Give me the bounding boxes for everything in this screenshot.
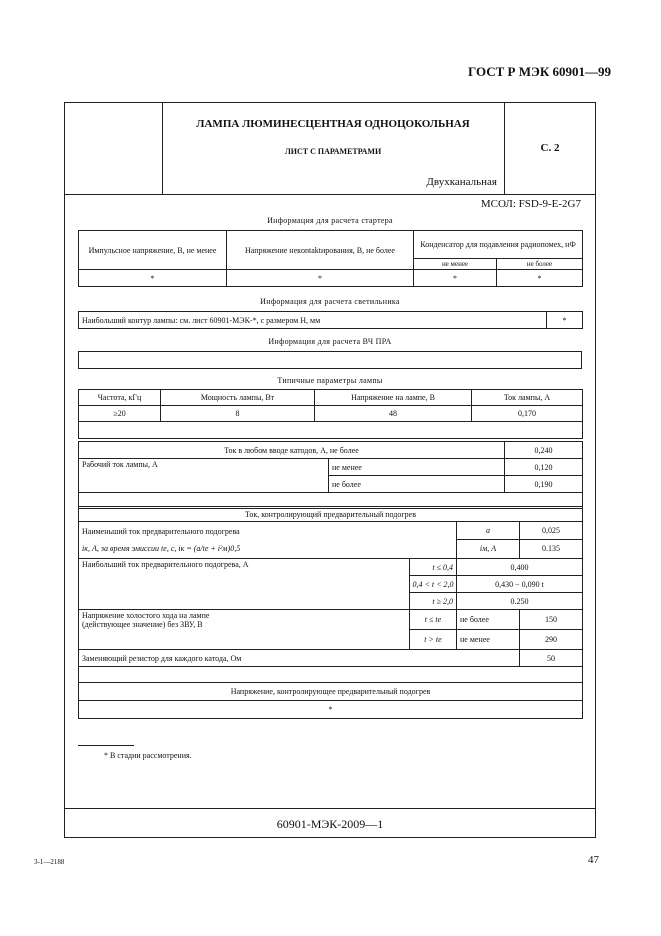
ocv-cond: t ≤ tе <box>410 610 457 630</box>
cathode-current-label: Ток в любом вводе катодов, А, не более <box>79 442 505 459</box>
document-title: ЛАМПА ЛЮМИНЕСЦЕНТНАЯ ОДНОЦОКОЛЬНАЯ <box>196 118 470 130</box>
typical-value: ≥20 <box>79 406 161 422</box>
starter-col-noncontact: Напряжение некontaktирования, В, не более <box>227 231 414 270</box>
preheat-caption: Ток, контролирующий предварительный подогрев <box>79 507 583 522</box>
luminaire-table <box>78 311 583 329</box>
current-table <box>78 441 583 509</box>
cathode-current-value: 0,240 <box>505 442 583 459</box>
starter-value: * <box>79 270 227 287</box>
typical-header: Мощность лампы, Вт <box>161 390 315 406</box>
starter-caption: Информация для расчета стартера <box>267 216 393 225</box>
page-number: 47 <box>588 854 599 866</box>
typical-value: 0,170 <box>472 406 583 422</box>
lamp-type: Двухканальная <box>426 176 497 188</box>
preheat-a-value: 0,025 <box>520 522 583 540</box>
typical-caption: Типичные параметры лампы <box>277 376 383 385</box>
starter-value: * <box>497 270 583 287</box>
standard-header: ГОСТ Р МЭК 60901—99 <box>468 64 611 79</box>
footer-line <box>64 808 596 809</box>
starter-value: * <box>414 270 497 287</box>
voltage-control-value: * <box>79 701 583 719</box>
title-bottom-line <box>64 194 596 195</box>
preheat-min-label: Наименьший ток предварительного подогрева <box>82 527 240 536</box>
ocv-value: 150 <box>520 610 583 630</box>
preheat-im-label: iм, А <box>457 539 520 558</box>
preheat-cond: 0,4 < t < 2,0 <box>410 576 457 593</box>
resistor-label: Заменяющий резистор для каждого катода, Ом <box>79 650 520 667</box>
hf-ballast-empty <box>79 352 582 369</box>
preheat-max-value: 0,400 <box>457 559 583 576</box>
ocv-value: 290 <box>520 630 583 650</box>
sheet-number: 60901-МЭК-2009—1 <box>276 817 384 831</box>
typical-header: Напряжение на лампе, В <box>315 390 472 406</box>
preheat-im-value: 0.135 <box>520 539 583 558</box>
hf-ballast-table <box>78 351 582 369</box>
typical-header: Частота, кГц <box>79 390 161 406</box>
starter-col-pulse: Импульсное напряжение, В, не менее <box>79 231 227 270</box>
preheat-min-cell <box>79 522 457 559</box>
luminaire-caption: Информация для расчета светильника <box>260 297 400 306</box>
working-current-max-label: не более <box>329 476 505 493</box>
ocv-label-line: (действующее значение) без ЗВУ, В <box>82 620 203 629</box>
starter-col-capacitor: Конденсатор для подавления радиопомех, нФ <box>414 231 583 259</box>
luminaire-value: * <box>547 312 583 329</box>
working-current-max-value: 0,190 <box>505 476 583 493</box>
resistor-value: 50 <box>520 650 583 667</box>
lamp-designation: МСОЛ: FSD-9-E-2G7 <box>480 198 581 210</box>
working-current-min-label: не менее <box>329 459 505 476</box>
typical-empty-row <box>79 422 583 439</box>
print-code: 3-1—2188 <box>34 858 65 866</box>
luminaire-text: Наибольший контур лампы: см. лист 60901-МЭК-*, с размером H, мм <box>79 312 547 329</box>
starter-sub-min: не менее <box>414 259 497 270</box>
ocv-cond: t > tе <box>410 630 457 650</box>
preheat-max-label: Наибольший ток предварительного подогрева, А <box>79 559 410 610</box>
footnote: * В стадии рассмотрения. <box>104 751 192 760</box>
typical-header: Ток лампы, А <box>472 390 583 406</box>
typical-table <box>78 389 583 439</box>
working-current-label: Рабочий ток лампы, А <box>79 459 329 493</box>
ocv-limit: не менее <box>457 630 520 650</box>
preheat-max-value: 0.250 <box>457 593 583 610</box>
typical-value: 48 <box>315 406 472 422</box>
preheat-table <box>78 506 583 719</box>
starter-value: * <box>227 270 414 287</box>
page-label: С. 2 <box>540 142 560 154</box>
preheat-formula: iк, А, за время эмиссии tе, с, iк = (a/tе + i²м)0,5 <box>82 544 241 553</box>
preheat-cond: t ≤ 0,4 <box>410 559 457 576</box>
preheat-empty-row <box>79 667 583 683</box>
hf-ballast-caption: Информация для расчета ВЧ ПРА <box>268 337 392 346</box>
ocv-limit: не более <box>457 610 520 630</box>
voltage-control-caption: Напряжение, контролирующее предварительный подогрев <box>79 683 583 701</box>
ocv-label-line: Напряжение холостого хода на лампе <box>82 611 210 620</box>
ocv-label <box>79 610 410 650</box>
preheat-max-value: 0,430 − 0,090 t <box>457 576 583 593</box>
working-current-min-value: 0,120 <box>505 459 583 476</box>
starter-table <box>78 230 583 287</box>
document-subtitle: ЛИСТ С ПАРАМЕТРАМИ <box>284 147 382 156</box>
starter-sub-max: не более <box>497 259 583 270</box>
typical-value: 8 <box>161 406 315 422</box>
footnote-rule <box>78 745 134 746</box>
preheat-a-label: a <box>457 522 520 540</box>
preheat-cond: t ≥ 2,0 <box>410 593 457 610</box>
